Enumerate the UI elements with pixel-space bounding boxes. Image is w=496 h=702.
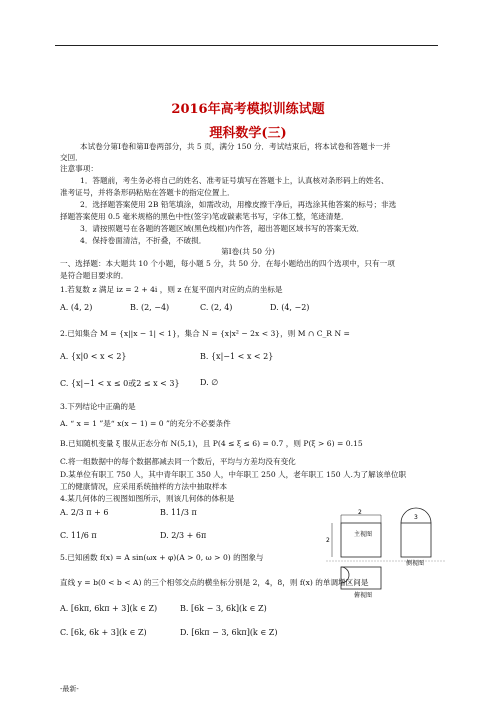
dimension-label: 3 (414, 514, 418, 521)
side-view-label: 侧视图 (406, 560, 425, 567)
intro-paragraph-cont: 交回． (60, 153, 83, 162)
section-heading: 第Ⅰ卷(共 50 分) (221, 247, 275, 256)
q1-option-c: C. (2, 4) (200, 303, 233, 312)
q5-option-b: B. [6k − 3, 6k](k ∈ Z) (180, 604, 267, 613)
notice-item-1: 1．答题前，考生务必将自己的姓名、准考证号填写在答题卡上，认真核对条形码上的姓名、 (80, 176, 389, 185)
exam-subtitle: 理科数学(三) (209, 126, 287, 141)
question-5-stem-cont: 直线 y = b(0 < b < A) 的三个相邻交点的横坐标分别是 2，4，8，则 f(x) 的单调增区间是 (60, 578, 369, 587)
notice-item-1-cont: 准考证号，并将条形码粘贴在答题卡的指定位置上． (60, 188, 235, 197)
front-view-label: 主视图 (354, 531, 373, 538)
section-instruction-cont: 是符合题目要求的． (60, 271, 129, 280)
q2-option-c: C. {x|−1 < x ≤ 0或2 ≤ x < 3} (60, 379, 180, 388)
section-instruction: 一、选择题：本大题共 10 个小题，每小题 5 分，共 50 分．在每小题给出的四个选项中，只有一项 (60, 259, 395, 268)
dimension-label: 2 (326, 537, 330, 544)
q3-option-b: B.已知随机变量 ξ 服从正态分布 N(5,1)，且 P(4 ≤ ξ ≤ 6) = 0.7 ，则 P(ξ > 6) = 0.15 (60, 439, 363, 448)
q3-option-a: A. “ x = 1 ”是“ x(x − 1) = 0 ”的充分不必要条件 (60, 419, 231, 428)
q4-option-a: A. 2/3 π + 6 (60, 508, 109, 517)
question-5-stem: 5.已知函数 f(x) = A sin(ωx + φ)(A > 0, ω > 0) 的图象与 (60, 553, 264, 562)
q1-option-d: D. (4, −2) (270, 303, 310, 312)
page-footer: -最新- (60, 685, 79, 693)
q3-option-d-cont: 工的健康情况，应采用系统抽样的方法中抽取样本 (60, 482, 228, 491)
notice-item-3: 3．请按照题号在各题的答题区域(黑色线框)内作答，超出答题区域书写的答案无效． (80, 224, 365, 233)
exam-title: 2016年高考模拟训练试题 (171, 102, 325, 117)
q4-option-b: B. 11/3 π (160, 508, 197, 517)
q2-option-b: B. {x|−1 < x < 2} (200, 352, 274, 361)
q2-option-a: A. {x|0 < x < 2} (60, 352, 127, 361)
notice-item-4: 4．保持卷面清洁，不折叠，不破损． (80, 236, 207, 245)
q5-option-c: C. [6k, 6k + 3](k ∈ Z) (60, 628, 147, 637)
notice-item-2-cont: 择题答案使用 0.5 毫米规格的黑色中性(签字)笔或碳素笔书写，字体工整，笔迹清楚． (60, 212, 349, 221)
notice-item-2: 2．选择题答案使用 2B 铅笔填涂，如需改动，用橡皮擦干净后，再选涂其他答案的标号；非选 (80, 200, 397, 209)
q2-option-d: D. ∅ (200, 378, 219, 387)
header-rule (55, 45, 438, 46)
intro-paragraph: 本试卷分第Ⅰ卷和第Ⅱ卷两部分，共 5 页，满分 150 分．考试结束后，将本试卷和答题卡一并 (80, 142, 391, 151)
question-2-stem: 2.已知集合 M = {x||x − 1| < 1}，集合 N = {x|x² − 2x < 3}，则 M ∩ C_R N = (60, 329, 350, 338)
q1-option-b: B. (2, −4) (130, 303, 170, 312)
q4-option-d: D. 2/3 + 6π (160, 531, 207, 540)
q1-option-a: A. (4, 2) (60, 303, 93, 312)
q5-option-d: D. [6kπ − 3, 6kπ](k ∈ Z) (180, 628, 278, 637)
q5-option-a: A. [6kπ, 6kπ + 3](k ∈ Z) (60, 604, 158, 613)
top-view-label: 俯视图 (354, 592, 373, 599)
q3-option-c: C.将一组数据中的每个数据都减去同一个数后，平均与方差均没有变化 (60, 457, 296, 466)
question-1-stem: 1.若复数 z 满足 iz = 2 + 4i ，则 z 在复平面内对应的点的坐标是 (60, 285, 283, 294)
question-4-stem: 4.某几何体的三视图如图所示，则该几何体的体积是 (60, 494, 235, 503)
q4-option-c: C. 11/6 π (60, 531, 97, 540)
notice-label: 注意事项： (60, 164, 98, 173)
question-3-stem: 3.下列结论中正确的是 (60, 402, 136, 411)
dimension-label: 2 (358, 509, 362, 516)
q3-option-d: D.某单位有职工 750 人，其中青年职工 350 人，中年职工 250 人，老年职工 150 人.为了解该单位职 (60, 470, 407, 479)
